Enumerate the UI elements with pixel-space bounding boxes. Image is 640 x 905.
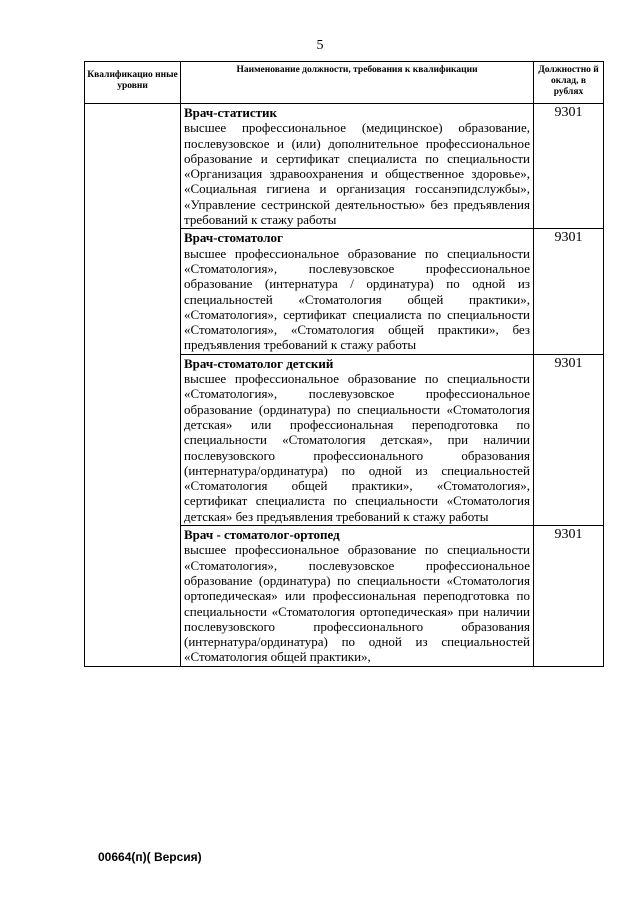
table-header-row — [85, 62, 604, 104]
position-description-cell — [181, 229, 534, 354]
salary-cell: 9301 — [534, 354, 604, 525]
page-number: 5 — [316, 38, 324, 53]
position-description-cell — [181, 526, 534, 667]
position-requirements: высшее профессиональное образование по специальности «Стоматология», послевузовское профессиональное образование (ординатура) по специальности «Стоматология детская» или профессиональная переподготовка по специальности «Стоматология детская», при наличии послевузовского профессионального образования (интернатура/ординатура) по одной из специальностей «Стоматология общей практики», «Стоматология», сертификат специалиста по специальности «Стоматология детская» без предъявления требований к стажу работы — [184, 371, 530, 524]
position-description-cell — [181, 354, 534, 525]
position-title: Врач - стоматолог-ортопед — [184, 527, 340, 543]
salary-cell: 9301 — [534, 104, 604, 229]
header-salary: Должностно й оклад, в рублях — [534, 62, 604, 104]
position-requirements: высшее профессиональное образование по специальности «Стоматология», послевузовское профессиональное образование (ординатура) по специальности «Стоматология ортопедическая» или профессиональная переподготовка по специальности «Стоматология ортопедическая» при наличии послевузовского профессионального образования (интернатура/ординатура) по одной из специальностей «Стоматология общей практики», — [184, 542, 530, 665]
position-title: Врач-стоматолог — [184, 230, 283, 246]
salary-cell: 9301 — [534, 526, 604, 667]
qualification-table — [84, 61, 604, 667]
document-footer-code: 00664(п)( Версия) — [98, 850, 202, 864]
qualification-level-cell — [85, 104, 181, 667]
table-row — [85, 104, 604, 229]
header-position-name: Наименование должности, требования к квалификации — [181, 62, 534, 104]
salary-cell: 9301 — [534, 229, 604, 354]
position-requirements: высшее профессиональное (медицинское) образование, послевузовское и (или) дополнительное профессиональное образование и сертификат специалиста по специальности «Организация здравоохранения и общественное здоровье», «Социальная гигиена и организация госсанэпидслужбы», «Управление сестринской деятельностью» без предъявления требований к стажу работы — [184, 120, 530, 228]
position-title: Врач-статистик — [184, 105, 278, 120]
position-title: Врач-стоматолог детский — [184, 355, 334, 371]
header-qualification-levels: Квалификацио нные уровни — [85, 62, 181, 104]
position-requirements: высшее профессиональное образование по специальности «Стоматология», послевузовское профессиональное образование (интернатура / ординатура) по одной из специальностей «Стоматология общей практики», «Стоматология», сертификат специалиста по специальности «Стоматология», «Стоматология общей практики», без предъявления требований к стажу работы — [184, 245, 530, 353]
position-description-cell — [181, 104, 534, 229]
